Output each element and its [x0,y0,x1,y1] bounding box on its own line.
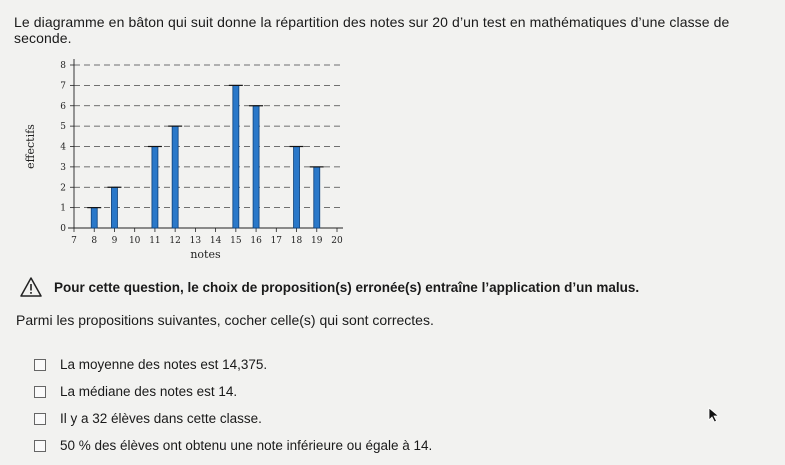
y-tick-label: 6 [60,101,66,112]
warning-text: Pour cette question, le choix de proposition(s) erronée(s) entraîne l’application d’un malus. [54,279,640,295]
x-tick-label: 18 [290,236,303,246]
bar [314,167,320,228]
x-tick-label: 16 [250,236,262,246]
option-item[interactable] [34,436,432,455]
bars [87,85,324,228]
y-tick-label: 3 [60,162,66,173]
x-tick-label: 17 [270,236,283,246]
option-checkbox[interactable] [34,440,46,452]
y-tick-label: 8 [60,61,66,71]
bar [172,126,178,228]
option-label: Il y a 32 élèves dans cette classe. [60,411,262,426]
bar [91,208,97,228]
intro-text: Le diagramme en bâton qui suit donne la répartition des notes sur 20 d’un test en mathématiques d’une classe de seconde. [14,14,730,46]
x-tick-label: 20 [331,236,343,246]
bar [253,106,259,228]
mouse-pointer-icon [708,407,720,423]
x-tick-label: 8 [91,236,98,246]
x-tick-label: 11 [149,236,161,246]
x-tick-label: 13 [189,236,202,246]
y-axis [60,59,74,234]
option-item[interactable] [34,409,432,428]
warning-notice [20,276,639,298]
option-label: La médiane des notes est 14. [60,384,238,399]
question-text: Parmi les propositions suivantes, cocher celle(s) qui sont correctes. [16,312,434,328]
y-axis-label: effectifs [24,124,37,169]
grid-lines [74,65,343,208]
option-label: 50 % des élèves ont obtenu une note inférieure ou égale à 14. [60,438,433,453]
options-list [34,355,432,463]
option-checkbox[interactable] [34,359,46,371]
option-item[interactable] [34,382,432,401]
x-tick-label: 12 [169,236,181,246]
option-item[interactable] [34,355,432,374]
x-tick-label: 19 [311,236,323,246]
x-tick-label: 14 [209,236,222,246]
x-tick-label: 7 [71,236,77,246]
y-tick-label: 0 [60,224,66,234]
y-tick-label: 5 [60,122,66,133]
bar [152,147,158,229]
option-checkbox[interactable] [34,386,46,398]
x-axis-label: notes [190,248,221,261]
option-label: La moyenne des notes est 14,375. [60,357,268,372]
bar [233,85,239,228]
x-tick-label: 15 [230,236,242,246]
y-tick-label: 1 [60,203,66,214]
x-axis [68,228,343,246]
bar-chart [20,55,350,265]
y-tick-label: 7 [60,81,66,92]
bar [294,147,300,229]
x-tick-label: 10 [128,236,141,246]
option-checkbox[interactable] [34,413,46,425]
warning-triangle-icon [20,276,42,298]
bar [111,187,117,228]
x-tick-label: 9 [111,236,118,246]
y-tick-label: 2 [60,183,66,194]
y-tick-label: 4 [60,142,66,153]
